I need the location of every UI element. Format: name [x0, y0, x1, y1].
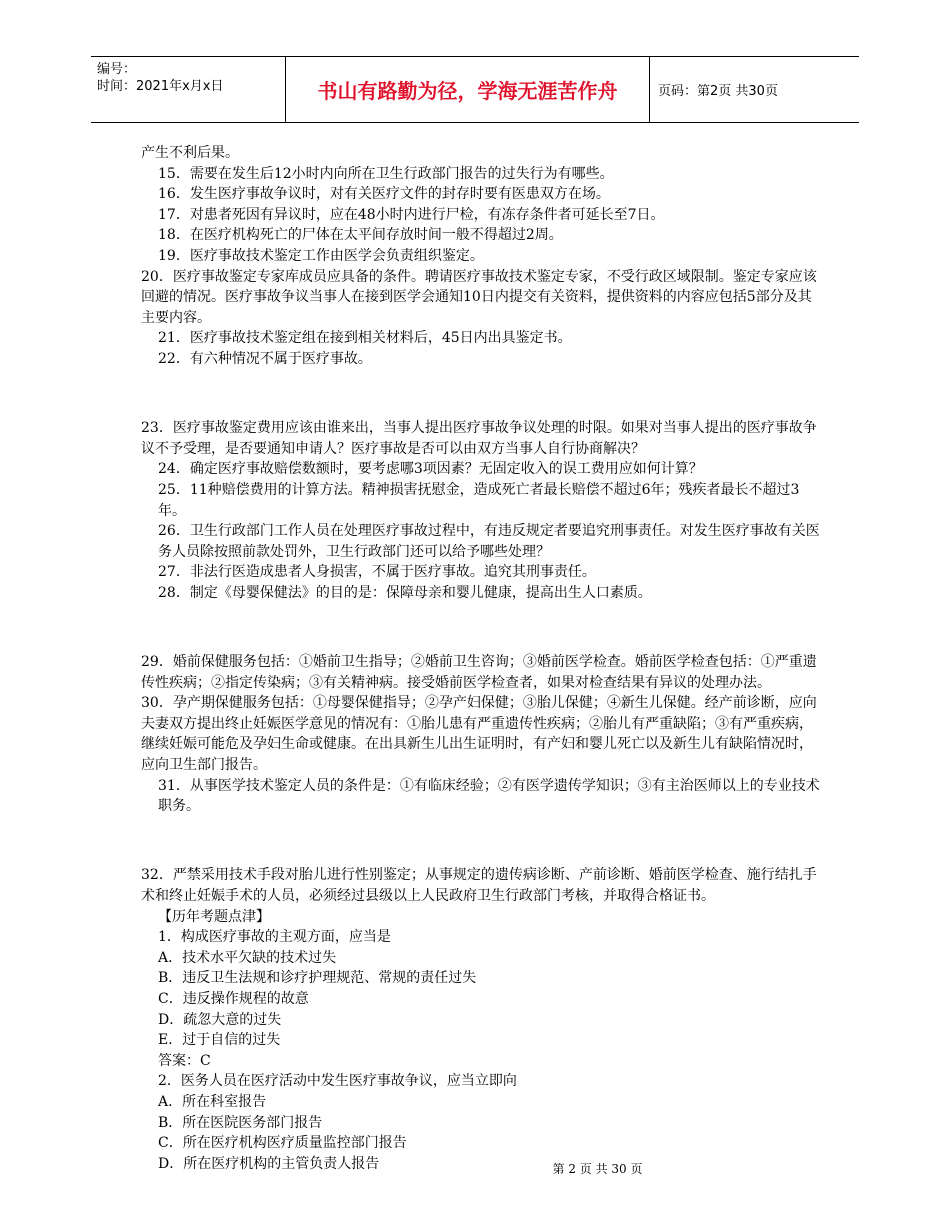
paragraph: B．所在医院医务部门报告	[158, 1114, 323, 1131]
header-page-label: 页码：第2页 共30页	[658, 84, 778, 99]
paragraph: C．违反操作规程的故意	[158, 990, 309, 1007]
paragraph: 28．制定《母婴保健法》的目的是：保障母亲和婴儿健康，提高出生人口素质。	[158, 584, 652, 601]
header-meta	[91, 57, 286, 122]
paragraph: 17．对患者死因有异议时，应在48小时内进行尸检，有冻存条件者可延长至7日。	[158, 206, 665, 223]
paragraph: 18．在医疗机构死亡的尸体在太平间存放时间一般不得超过2周。	[158, 227, 563, 244]
paragraph: 22．有六种情况不属于医疗事故。	[158, 350, 372, 367]
paragraph: 16．发生医疗事故争议时，对有关医疗文件的封存时要有医患双方在场。	[158, 186, 610, 203]
paragraph: 2．医务人员在医疗活动中发生医疗事故争议，应当立即向	[158, 1073, 517, 1090]
paragraph: 26．卫生行政部门工作人员在处理医疗事故过程中，有违反规定者要追究刑事责任。对发生医疗事故有关医务人员除按照前款处罚外，卫生行政部门还可以给予哪些处理？	[158, 523, 820, 560]
header-motto: 书山有路勤为径，学海无涯苦作舟	[286, 57, 650, 122]
paragraph: D．所在医疗机构的主管负责人报告	[158, 1155, 380, 1172]
blank-line	[141, 617, 821, 638]
paragraph: A．所在科室报告	[158, 1093, 267, 1110]
paragraph: B．违反卫生法规和诊疗护理规范、常规的责任过失	[158, 970, 477, 987]
paragraph: 1．构成医疗事故的主观方面，应当是	[158, 929, 391, 946]
blank-line	[141, 384, 821, 405]
paragraph: 21．医疗事故技术鉴定组在接到相关材料后，45日内出具鉴定书。	[158, 330, 572, 347]
serial-label: 编号：	[97, 62, 137, 77]
paragraph: 30．孕产期保健服务包括：①母婴保健指导；②孕产妇保健；③胎儿保健；④新生儿保健。经产前诊断，应向夫妻双方提出终止妊娠医学意见的情况有：①胎儿患有严重遗传性疾病；②胎儿有严重缺陷；③有严重疾病，继续妊娠可能危及孕妇生命或健康。在出具新生儿出生证明时，有产妇和婴儿死亡以及新生儿有缺陷情况时，应向卫生部门报告。	[141, 695, 817, 774]
blank-line	[141, 831, 821, 852]
paragraph: 15．需要在发生后12小时内向所在卫生行政部门报告的过失行为有哪些。	[158, 165, 614, 182]
paragraph: E．过于自信的过失	[158, 1032, 281, 1049]
paragraph: 23．医疗事故鉴定费用应该由谁来出，当事人提出医疗事故争议处理的时限。如果对当事人提出的医疗事故争议不予受理，是否要通知申请人？医疗事故是否可以由双方当事人自行协商解决？	[141, 420, 817, 457]
paragraph: 27．非法行医造成患者人身损害，不属于医疗事故。追究其刑事责任。	[158, 564, 596, 581]
paragraph: D．疏忽大意的过失	[158, 1011, 282, 1028]
paragraph: 24．确定医疗事故赔偿数额时，要考虑哪3项因素？无固定收入的误工费用应如何计算？	[158, 461, 703, 478]
paragraph: A．技术水平欠缺的技术过失	[158, 949, 337, 966]
paragraph: 25．11种赔偿费用的计算方法。精神损害抚慰金，造成死亡者最长赔偿不超过6年；残疾者最长不超过3年。	[158, 481, 800, 519]
paragraph: 31．从事医学技术鉴定人员的条件是：①有临床经验；②有医学遗传学知识；③有主治医师以上的专业技术职务。	[158, 777, 820, 815]
paragraph: 【历年考题点津】	[158, 908, 270, 925]
paragraph: 产生不利后果。	[141, 145, 239, 161]
paragraph: 32．严禁采用技术手段对胎儿进行性别鉴定；从事规定的遗传病诊断、产前诊断、婚前医学检查、施行结扎手术和终止妊娠手术的人员，必须经过县级以上人民政府卫生行政部门考核，并取得合格证书。	[141, 867, 817, 904]
paragraph: C．所在医疗机构医疗质量监控部门报告	[158, 1135, 407, 1152]
page-header	[91, 56, 859, 123]
page-footer: 第 2 页 共 30 页	[552, 1162, 643, 1176]
time-label: 时间：2021年x月x日	[97, 79, 224, 94]
paragraph: 19．医疗事故技术鉴定工作由医学会负责组织鉴定。	[158, 247, 484, 264]
paragraph: 答案：C	[158, 1052, 211, 1069]
paragraph: 29．婚前保健服务包括：①婚前卫生指导；②婚前卫生咨询；③婚前医学检查。婚前医学检查包括：①严重遗传性疾病；②指定传染病；③有关精神病。接受婚前医学检查者，如果对检查结果有异议的处理办法。	[141, 654, 817, 691]
document-body	[141, 143, 821, 1174]
paragraph: 20．医疗事故鉴定专家库成员应具备的条件。聘请医疗事故技术鉴定专家，不受行政区域限制。鉴定专家应该回避的情况。医疗事故争议当事人在接到医学会通知10日内提交有关资料，提供资料的内容应包括5部分及其主要内容。	[141, 268, 817, 326]
